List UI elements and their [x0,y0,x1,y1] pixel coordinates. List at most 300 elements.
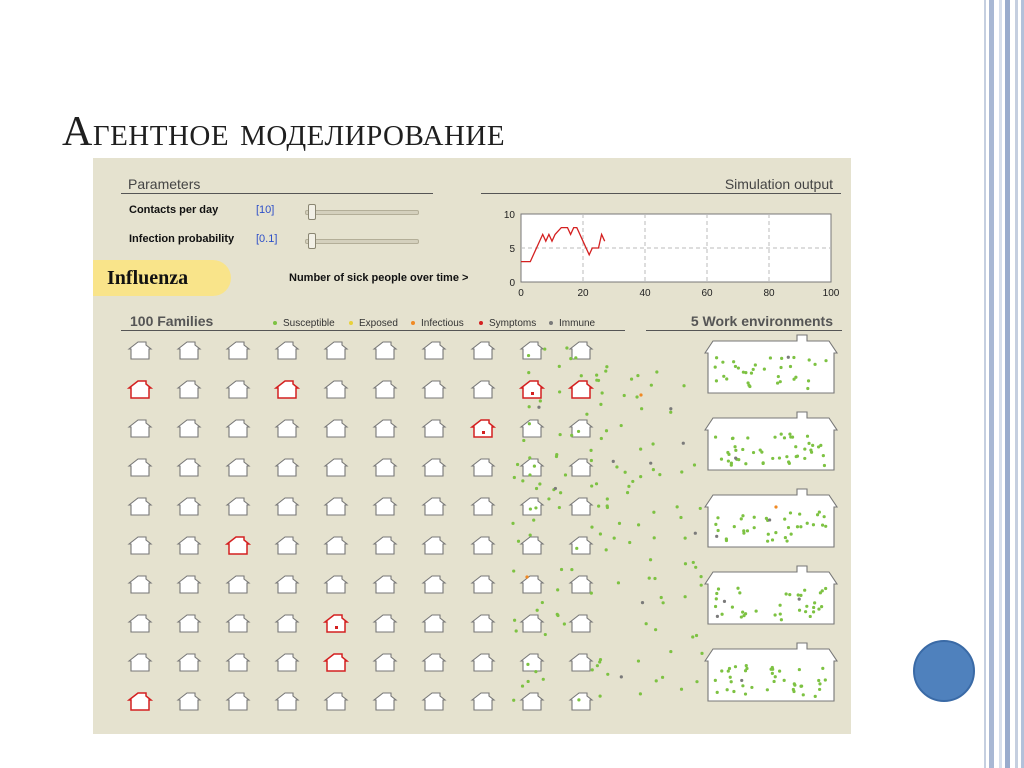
family-house [276,381,298,398]
agent-dot [793,682,796,685]
family-house [227,381,249,398]
agent-dot [597,505,600,508]
agent-dot [738,591,741,594]
family-house [521,693,543,710]
agent-dot [798,609,801,612]
agent-dot [742,531,745,534]
work-divider [646,330,842,331]
agent-dot [771,457,774,460]
agent-dot [740,679,743,682]
family-house [374,576,396,593]
family-house [129,498,151,515]
agent-dot [544,633,547,636]
agent-dot [788,593,791,596]
agent-dot [653,536,656,539]
agent-dot [787,526,790,529]
family-house [472,693,494,710]
agent-dot [792,378,795,381]
work-building [705,566,837,624]
symptom-dot [531,392,534,395]
agent-dot [580,374,583,377]
family-house [227,420,249,437]
family-house [472,459,494,476]
agent-dot [639,692,642,695]
agent-dot [613,537,616,540]
agent-dot [754,363,757,366]
agent-dot [820,605,823,608]
agent-dot [641,601,644,604]
agent-dot [729,676,732,679]
agent-dot [715,597,718,600]
family-house [423,576,445,593]
agent-dot [627,485,630,488]
parameters-divider [121,193,433,194]
agent-dot [783,679,786,682]
contacts-label: Contacts per day [129,204,219,216]
agent-dot [734,365,737,368]
agent-dot [776,381,779,384]
family-house [423,693,445,710]
agent-dot [813,363,816,366]
agent-dot [563,622,566,625]
agent-dot [790,533,793,536]
agent-dot [752,451,755,454]
agent-dot [803,457,806,460]
agent-dot [511,522,514,525]
agent-dot [637,523,640,526]
agent-dot [741,514,744,517]
family-house [570,342,592,359]
agent-dot [797,593,800,596]
agent-dot [537,406,540,409]
agent-dot [734,449,737,452]
agent-dot [789,365,792,368]
legend-exposed-label: Exposed [359,318,398,329]
agent-dot [599,532,602,535]
agent-dot [691,635,694,638]
agent-dot [660,596,663,599]
family-house [129,420,151,437]
legend-infectious-label: Infectious [421,318,464,329]
agent-dot [714,366,717,369]
legend-susceptible-label: Susceptible [283,318,335,329]
family-house [325,537,347,554]
agent-dot [596,664,599,667]
agent-dot [715,592,718,595]
agent-dot [811,444,814,447]
agent-dot [744,371,747,374]
agent-dot [695,634,698,637]
agent-dot [651,442,654,445]
agent-dot [740,517,743,520]
agent-dot [785,592,788,595]
agent-dot [818,688,821,691]
family-house [472,537,494,554]
family-house [521,342,543,359]
agent-dot [521,684,524,687]
agent-dot [760,451,763,454]
infection-prob-slider-track[interactable] [305,239,419,244]
agent-dot [779,604,782,607]
agent-dot [591,668,594,671]
agent-dot [626,491,629,494]
legend-symptoms [479,318,536,329]
agent-dot [768,518,771,521]
agent-dot [529,533,532,536]
work-building [705,489,837,547]
agent-dot [570,434,573,437]
agent-dot [542,678,545,681]
agent-dot [694,566,697,569]
agent-dot [515,629,518,632]
agent-dot [812,606,815,609]
chart-x-tick-label: 80 [763,288,775,299]
agent-dot [680,688,683,691]
family-house [570,654,592,671]
contacts-slider-thumb[interactable] [308,204,316,220]
agent-dot [529,507,532,510]
family-house [276,576,298,593]
agent-dot [818,510,821,513]
family-house [178,654,200,671]
family-house [374,693,396,710]
agent-dot [595,379,598,382]
agent-dot [512,699,515,702]
agent-dot [648,577,651,580]
agent-dot [824,587,827,590]
families-divider [121,330,625,331]
agent-dot [816,513,819,516]
family-house [374,381,396,398]
agent-dot [652,511,655,514]
family-house [374,615,396,632]
agent-dot [774,505,777,508]
agent-dot [559,491,562,494]
chart-x-tick-label: 0 [518,288,524,299]
agent-dot [824,678,827,681]
family-house [570,537,592,554]
family-house [325,420,347,437]
agent-dot [755,609,758,612]
family-house [178,342,200,359]
family-house [570,498,592,515]
family-house [227,537,249,554]
family-house [423,342,445,359]
agent-dot [694,532,697,535]
family-house [129,615,151,632]
agent-dot [807,379,810,382]
agent-dot [787,460,790,463]
agent-dot [753,516,756,519]
family-house [178,498,200,515]
family-house [227,576,249,593]
agent-dot [744,612,747,615]
family-house [472,615,494,632]
family-house [276,537,298,554]
sick-people-chart [493,206,851,306]
agent-dot [655,370,658,373]
family-house [570,420,592,437]
agent-dot [796,525,799,528]
agent-dot [650,384,653,387]
agent-dot [669,411,672,414]
agent-dot [652,468,655,471]
chart-x-tick-label: 100 [822,288,840,299]
family-house [472,381,494,398]
legend-infectious-dot [411,321,415,325]
agent-dot [746,529,749,532]
family-house [178,615,200,632]
family-house [325,654,347,671]
agent-dot [720,669,723,672]
infection-prob-value: [0.1] [256,233,278,245]
agent-dot [620,424,623,427]
agent-dot [554,487,557,490]
legend-symptoms-label: Symptoms [489,318,537,329]
family-house [570,693,592,710]
agent-dot [715,356,718,359]
agent-dot [601,391,604,394]
family-house [521,537,543,554]
agent-dot [799,685,802,688]
agent-dot [725,377,728,380]
agent-dot [789,511,792,514]
agent-dot [628,541,631,544]
influenza-label: Influenza [107,267,189,289]
agent-dot [780,357,783,360]
family-house [129,342,151,359]
agent-dot [575,547,578,550]
agent-dot [590,592,593,595]
agent-dot [606,673,609,676]
family-house [374,342,396,359]
family-house [276,615,298,632]
agent-dot [526,663,529,666]
agent-dot [824,359,827,362]
agent-dot [717,587,720,590]
agent-dot [680,470,683,473]
agent-dot [737,366,740,369]
agent-dot [684,562,687,565]
agent-dot [778,670,781,673]
agent-dot [725,539,728,542]
agent-dot [805,605,808,608]
slide-title: Агентное моделирование [62,109,506,155]
family-house [325,498,347,515]
family-house [521,654,543,671]
family-house [178,576,200,593]
simulation-panel [93,158,851,734]
legend-exposed [349,318,398,329]
agent-dot [732,690,735,693]
symptom-dot [482,431,485,434]
legend-infectious [411,318,464,329]
agent-dot [788,432,791,435]
agent-dot [785,539,788,542]
agent-dot [536,609,539,612]
agent-dot [517,540,520,543]
infection-prob-slider-thumb[interactable] [308,233,316,249]
agent-dot [740,615,743,618]
agent-dot [817,445,820,448]
agent-dot [774,675,777,678]
family-house [129,576,151,593]
agent-dot [714,679,717,682]
family-house [374,537,396,554]
family-house [325,615,347,632]
agent-dot [745,667,748,670]
agent-dot [819,591,822,594]
agent-dot [802,693,805,696]
families-title: 100 Families [130,313,214,329]
chart-x-tick-label: 60 [701,288,713,299]
agent-dot [555,455,558,458]
agent-dot [653,577,656,580]
agent-dot [822,454,825,457]
agent-dot [590,526,593,529]
chart-y-tick-label: 5 [509,244,515,255]
agent-dot [809,449,812,452]
agent-dot [714,523,717,526]
agent-dot [803,447,806,450]
agent-dot [823,464,826,467]
family-house [178,459,200,476]
agent-dot [535,487,538,490]
agent-dot [766,540,769,543]
agent-dot [726,451,729,454]
agent-dot [752,368,755,371]
agent-dot [513,619,516,622]
family-house [276,459,298,476]
agent-dot [590,484,593,487]
agent-dot [808,358,811,361]
agent-dot [722,375,725,378]
agent-dot [723,600,726,603]
agent-dot [794,445,797,448]
family-house [521,615,543,632]
agent-dot [821,524,824,527]
legend-immune-dot [549,321,553,325]
agent-dot [684,537,687,540]
agent-dot [799,594,802,597]
agent-dot [824,525,827,528]
agent-dot [693,463,696,466]
family-house [423,537,445,554]
agent-dot [574,356,577,359]
family-house [570,615,592,632]
agent-dot [682,442,685,445]
agent-dot [585,413,588,416]
agent-dot [699,575,702,578]
decorative-circle [913,640,975,702]
agent-dot [669,407,672,410]
family-house [570,576,592,593]
agent-dot [527,680,530,683]
agent-dot [635,395,638,398]
output-title: Simulation output [724,176,833,192]
contacts-slider-track[interactable] [305,210,419,215]
legend-symptoms-dot [479,321,483,325]
agent-dot [525,575,528,578]
agent-dot [741,684,744,687]
agent-dot [605,429,608,432]
family-house [129,654,151,671]
agent-dot [513,476,516,479]
agent-dot [669,650,672,653]
agent-dot [565,346,568,349]
agent-dot [798,668,801,671]
agent-dot [684,595,687,598]
agent-dot [605,365,608,368]
legend-susceptible-dot [273,321,277,325]
work-title: 5 Work environments [690,313,833,329]
agent-dot [792,688,795,691]
agent-dot [631,480,634,483]
family-house [570,459,592,476]
agent-dot [744,462,747,465]
agent-dot [779,366,782,369]
agent-dot [803,589,806,592]
agent-dot [532,518,535,521]
agent-dot [639,393,642,396]
family-house [472,342,494,359]
agent-dot [654,628,657,631]
agent-dot [720,458,723,461]
chart-x-tick-label: 40 [639,288,651,299]
legend-immune-label: Immune [559,318,596,329]
chart-y-tick-label: 0 [509,278,515,289]
family-house [423,381,445,398]
agent-dot [534,506,537,509]
agent-dot [814,695,817,698]
agent-dot [547,497,550,500]
agent-dot [727,459,730,462]
agent-dot [598,695,601,698]
agent-dot [556,613,559,616]
family-house [521,498,543,515]
agent-dot [595,374,598,377]
family-house [227,654,249,671]
agent-dot [714,605,717,608]
agent-dot [791,436,794,439]
sick-over-time-label: Number of sick people over time > [289,272,469,284]
agent-dot [679,516,682,519]
agent-dot [806,435,809,438]
agent-dot [730,680,733,683]
influenza-badge [93,260,231,296]
agent-dot [521,479,524,482]
agent-dot [813,601,816,604]
agent-dot [556,588,559,591]
agent-dot [806,522,809,525]
agent-dot [716,516,719,519]
agent-dot [715,379,718,382]
agent-dot [731,437,734,440]
agent-dot [715,535,718,538]
agent-dot [720,613,723,616]
agent-dot [522,439,525,442]
agent-dot [728,667,731,670]
agent-dot [590,459,593,462]
agent-dot [746,436,749,439]
family-house [227,459,249,476]
agent-dot [771,668,774,671]
agent-dot [741,448,744,451]
agent-dot [780,433,783,436]
family-house [472,420,494,437]
agent-dot [527,371,530,374]
agent-dot [767,533,770,536]
